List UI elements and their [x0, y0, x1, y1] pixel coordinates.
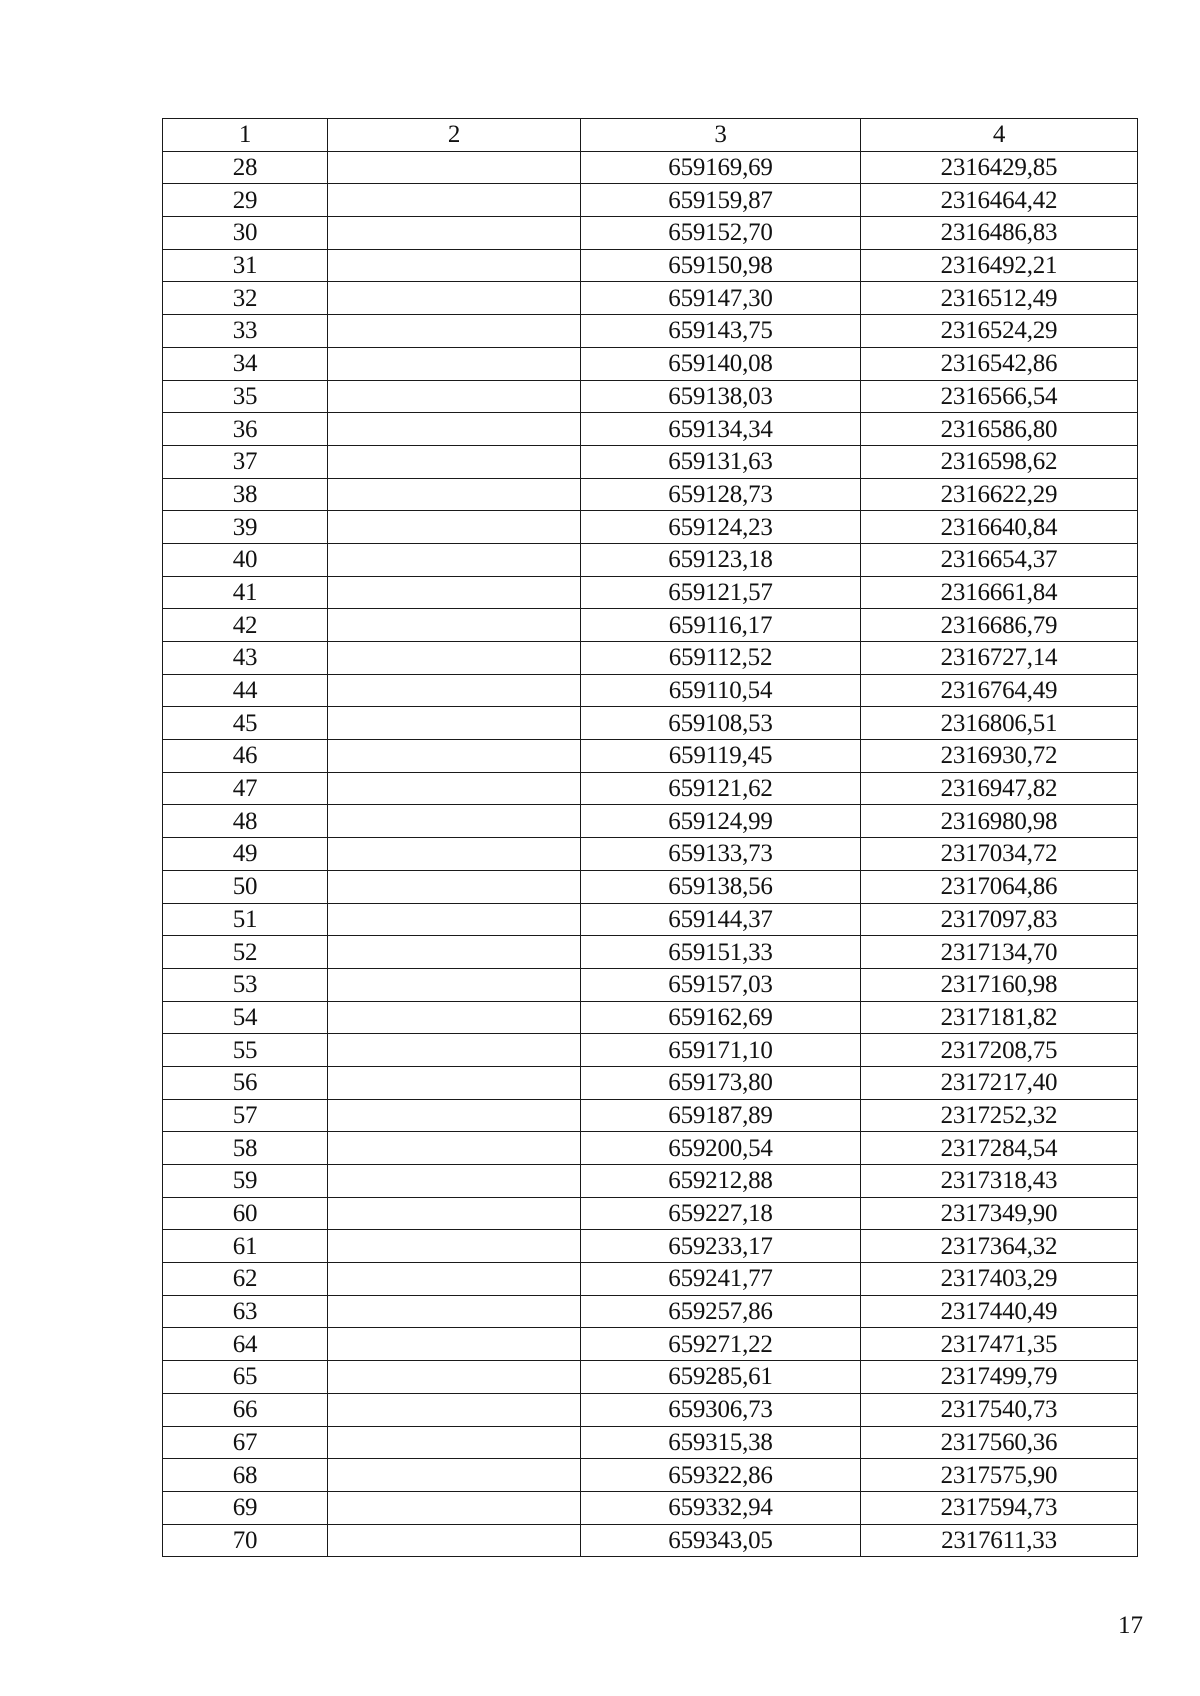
table-row — [163, 838, 1138, 871]
table-cell-col-1: 55 — [163, 1034, 328, 1067]
table-cell-col-4: 2317097,83 — [861, 903, 1138, 936]
table-cell-col-1: 62 — [163, 1263, 328, 1296]
table-cell-col-2 — [328, 1426, 581, 1459]
table-cell-col-1: 40 — [163, 543, 328, 576]
table-row — [163, 1491, 1138, 1524]
table-row — [163, 1197, 1138, 1230]
table-cell-col-2 — [328, 1491, 581, 1524]
table-cell-col-3: 659140,08 — [581, 347, 861, 380]
table-cell-col-3: 659133,73 — [581, 838, 861, 871]
table-cell-col-4: 2316429,85 — [861, 151, 1138, 184]
table-cell-col-3: 659138,03 — [581, 380, 861, 413]
table-cell-col-2 — [328, 543, 581, 576]
table-cell-col-4: 2317540,73 — [861, 1393, 1138, 1426]
table-cell-col-4: 2316492,21 — [861, 249, 1138, 282]
table-cell-col-2 — [328, 380, 581, 413]
table-cell-col-2 — [328, 674, 581, 707]
table-cell-col-4: 2316654,37 — [861, 543, 1138, 576]
table-cell-col-3: 659159,87 — [581, 184, 861, 217]
table-row — [163, 315, 1138, 348]
table-cell-col-2 — [328, 1197, 581, 1230]
table-cell-col-2 — [328, 1361, 581, 1394]
table-cell-col-2 — [328, 903, 581, 936]
table-cell-col-3: 659151,33 — [581, 936, 861, 969]
table-cell-col-1: 32 — [163, 282, 328, 315]
table-cell-col-3: 659121,57 — [581, 576, 861, 609]
table-cell-col-4: 2317471,35 — [861, 1328, 1138, 1361]
table-row — [163, 1524, 1138, 1557]
table-cell-col-4: 2316930,72 — [861, 740, 1138, 773]
table-cell-col-4: 2316586,80 — [861, 413, 1138, 446]
table-cell-col-2 — [328, 217, 581, 250]
table-cell-col-3: 659271,22 — [581, 1328, 861, 1361]
table-row — [163, 674, 1138, 707]
table-cell-col-1: 54 — [163, 1001, 328, 1034]
table-cell-col-4: 2316947,82 — [861, 772, 1138, 805]
table-cell-col-4: 2317364,32 — [861, 1230, 1138, 1263]
table-cell-col-1: 57 — [163, 1099, 328, 1132]
table-cell-col-1: 31 — [163, 249, 328, 282]
table-cell-col-3: 659128,73 — [581, 478, 861, 511]
table-cell-col-2 — [328, 1230, 581, 1263]
table-cell-col-2 — [328, 1295, 581, 1328]
table-row — [163, 380, 1138, 413]
table-cell-col-3: 659108,53 — [581, 707, 861, 740]
table-cell-col-2 — [328, 1001, 581, 1034]
table-cell-col-3: 659212,88 — [581, 1165, 861, 1198]
table-cell-col-3: 659171,10 — [581, 1034, 861, 1067]
table-cell-col-2 — [328, 642, 581, 675]
table-row — [163, 1426, 1138, 1459]
coordinates-table-container — [162, 118, 1137, 1557]
table-cell-col-2 — [328, 968, 581, 1001]
table-cell-col-1: 50 — [163, 870, 328, 903]
table-cell-col-4: 2317252,32 — [861, 1099, 1138, 1132]
table-cell-col-1: 53 — [163, 968, 328, 1001]
table-cell-col-2 — [328, 249, 581, 282]
table-cell-col-3: 659152,70 — [581, 217, 861, 250]
table-cell-col-1: 52 — [163, 936, 328, 969]
table-cell-col-4: 2316622,29 — [861, 478, 1138, 511]
page-number: 17 — [1118, 1612, 1143, 1639]
table-cell-col-4: 2316727,14 — [861, 642, 1138, 675]
table-cell-col-4: 2316464,42 — [861, 184, 1138, 217]
table-cell-col-1: 64 — [163, 1328, 328, 1361]
table-cell-col-2 — [328, 511, 581, 544]
table-row — [163, 543, 1138, 576]
table-cell-col-1: 41 — [163, 576, 328, 609]
table-cell-col-4: 2317560,36 — [861, 1426, 1138, 1459]
table-row — [163, 1001, 1138, 1034]
table-cell-col-2 — [328, 1034, 581, 1067]
table-cell-col-2 — [328, 1459, 581, 1492]
table-cell-col-3: 659147,30 — [581, 282, 861, 315]
table-row — [163, 576, 1138, 609]
table-cell-col-1: 39 — [163, 511, 328, 544]
table-row — [163, 1132, 1138, 1165]
table-cell-col-2 — [328, 1165, 581, 1198]
table-cell-col-2 — [328, 838, 581, 871]
table-cell-col-2 — [328, 609, 581, 642]
table-row — [163, 870, 1138, 903]
table-cell-col-1: 48 — [163, 805, 328, 838]
table-cell-col-1: 58 — [163, 1132, 328, 1165]
table-row — [163, 609, 1138, 642]
table-cell-col-2 — [328, 1263, 581, 1296]
table-cell-col-3: 659116,17 — [581, 609, 861, 642]
table-cell-col-4: 2316598,62 — [861, 445, 1138, 478]
table-cell-col-4: 2317034,72 — [861, 838, 1138, 871]
table-cell-col-1: 67 — [163, 1426, 328, 1459]
table-cell-col-2 — [328, 347, 581, 380]
table-cell-col-2 — [328, 1132, 581, 1165]
table-cell-col-4: 2316566,54 — [861, 380, 1138, 413]
table-row — [163, 936, 1138, 969]
table-cell-col-2 — [328, 1099, 581, 1132]
table-cell-col-4: 2317349,90 — [861, 1197, 1138, 1230]
table-row — [163, 217, 1138, 250]
table-cell-col-4: 2316806,51 — [861, 707, 1138, 740]
table-cell-col-2 — [328, 707, 581, 740]
table-cell-col-3: 659187,89 — [581, 1099, 861, 1132]
table-cell-col-3: 659306,73 — [581, 1393, 861, 1426]
table-cell-col-2 — [328, 184, 581, 217]
table-cell-col-2 — [328, 740, 581, 773]
table-cell-col-3: 659241,77 — [581, 1263, 861, 1296]
column-header-1: 1 — [163, 119, 328, 152]
table-cell-col-1: 56 — [163, 1066, 328, 1099]
table-cell-col-1: 70 — [163, 1524, 328, 1557]
table-cell-col-4: 2316640,84 — [861, 511, 1138, 544]
table-cell-col-4: 2317284,54 — [861, 1132, 1138, 1165]
table-row — [163, 478, 1138, 511]
table-cell-col-1: 65 — [163, 1361, 328, 1394]
table-cell-col-4: 2317181,82 — [861, 1001, 1138, 1034]
table-row — [163, 1295, 1138, 1328]
table-row — [163, 1328, 1138, 1361]
table-cell-col-1: 36 — [163, 413, 328, 446]
table-cell-col-4: 2316980,98 — [861, 805, 1138, 838]
table-cell-col-2 — [328, 805, 581, 838]
table-cell-col-3: 659150,98 — [581, 249, 861, 282]
table-cell-col-4: 2316542,86 — [861, 347, 1138, 380]
table-row — [163, 740, 1138, 773]
table-cell-col-4: 2317217,40 — [861, 1066, 1138, 1099]
table-cell-col-2 — [328, 413, 581, 446]
table-cell-col-2 — [328, 1066, 581, 1099]
table-cell-col-4: 2316661,84 — [861, 576, 1138, 609]
table-row — [163, 347, 1138, 380]
table-cell-col-4: 2316486,83 — [861, 217, 1138, 250]
table-row — [163, 1361, 1138, 1394]
table-row — [163, 1263, 1138, 1296]
table-row — [163, 1034, 1138, 1067]
table-cell-col-1: 29 — [163, 184, 328, 217]
table-cell-col-2 — [328, 772, 581, 805]
table-cell-col-1: 51 — [163, 903, 328, 936]
table-cell-col-1: 28 — [163, 151, 328, 184]
table-cell-col-4: 2317403,29 — [861, 1263, 1138, 1296]
table-cell-col-2 — [328, 576, 581, 609]
table-cell-col-3: 659157,03 — [581, 968, 861, 1001]
table-cell-col-1: 59 — [163, 1165, 328, 1198]
table-row — [163, 707, 1138, 740]
table-row — [163, 511, 1138, 544]
table-cell-col-2 — [328, 478, 581, 511]
table-cell-col-3: 659257,86 — [581, 1295, 861, 1328]
table-cell-col-1: 30 — [163, 217, 328, 250]
table-cell-col-3: 659121,62 — [581, 772, 861, 805]
table-cell-col-3: 659138,56 — [581, 870, 861, 903]
table-cell-col-3: 659112,52 — [581, 642, 861, 675]
table-row — [163, 772, 1138, 805]
table-cell-col-1: 37 — [163, 445, 328, 478]
table-row — [163, 805, 1138, 838]
table-cell-col-4: 2317064,86 — [861, 870, 1138, 903]
table-cell-col-3: 659119,45 — [581, 740, 861, 773]
table-header-row — [163, 119, 1138, 152]
table-cell-col-4: 2317134,70 — [861, 936, 1138, 969]
table-cell-col-1: 47 — [163, 772, 328, 805]
table-cell-col-3: 659123,18 — [581, 543, 861, 576]
table-cell-col-1: 42 — [163, 609, 328, 642]
table-cell-col-3: 659200,54 — [581, 1132, 861, 1165]
table-cell-col-2 — [328, 315, 581, 348]
table-cell-col-1: 44 — [163, 674, 328, 707]
table-cell-col-2 — [328, 151, 581, 184]
table-cell-col-3: 659131,63 — [581, 445, 861, 478]
table-cell-col-3: 659332,94 — [581, 1491, 861, 1524]
table-row — [163, 1165, 1138, 1198]
table-cell-col-1: 35 — [163, 380, 328, 413]
table-cell-col-2 — [328, 445, 581, 478]
table-cell-col-2 — [328, 1524, 581, 1557]
table-cell-col-3: 659143,75 — [581, 315, 861, 348]
table-cell-col-3: 659124,23 — [581, 511, 861, 544]
table-cell-col-4: 2317575,90 — [861, 1459, 1138, 1492]
table-row — [163, 642, 1138, 675]
table-row — [163, 1393, 1138, 1426]
table-row — [163, 1099, 1138, 1132]
table-cell-col-4: 2317160,98 — [861, 968, 1138, 1001]
table-row — [163, 413, 1138, 446]
table-row — [163, 445, 1138, 478]
table-cell-col-4: 2317440,49 — [861, 1295, 1138, 1328]
table-cell-col-1: 69 — [163, 1491, 328, 1524]
table-row — [163, 1230, 1138, 1263]
table-cell-col-4: 2316686,79 — [861, 609, 1138, 642]
table-cell-col-4: 2317499,79 — [861, 1361, 1138, 1394]
column-header-2: 2 — [328, 119, 581, 152]
table-cell-col-1: 43 — [163, 642, 328, 675]
table-row — [163, 151, 1138, 184]
table-cell-col-2 — [328, 870, 581, 903]
table-cell-col-4: 2316524,29 — [861, 315, 1138, 348]
table-row — [163, 282, 1138, 315]
table-cell-col-2 — [328, 282, 581, 315]
table-cell-col-2 — [328, 936, 581, 969]
table-cell-col-1: 60 — [163, 1197, 328, 1230]
table-cell-col-1: 34 — [163, 347, 328, 380]
table-cell-col-1: 61 — [163, 1230, 328, 1263]
table-cell-col-1: 46 — [163, 740, 328, 773]
table-cell-col-4: 2317318,43 — [861, 1165, 1138, 1198]
table-cell-col-3: 659144,37 — [581, 903, 861, 936]
table-cell-col-2 — [328, 1393, 581, 1426]
table-cell-col-3: 659134,34 — [581, 413, 861, 446]
table-cell-col-1: 49 — [163, 838, 328, 871]
table-cell-col-4: 2316764,49 — [861, 674, 1138, 707]
table-cell-col-3: 659322,86 — [581, 1459, 861, 1492]
table-row — [163, 968, 1138, 1001]
table-cell-col-3: 659162,69 — [581, 1001, 861, 1034]
table-cell-col-3: 659343,05 — [581, 1524, 861, 1557]
table-cell-col-3: 659227,18 — [581, 1197, 861, 1230]
table-cell-col-2 — [328, 1328, 581, 1361]
table-cell-col-1: 68 — [163, 1459, 328, 1492]
table-cell-col-1: 33 — [163, 315, 328, 348]
table-row — [163, 1066, 1138, 1099]
table-row — [163, 1459, 1138, 1492]
table-cell-col-3: 659169,69 — [581, 151, 861, 184]
table-cell-col-1: 38 — [163, 478, 328, 511]
table-row — [163, 184, 1138, 217]
column-header-4: 4 — [861, 119, 1138, 152]
table-cell-col-3: 659233,17 — [581, 1230, 861, 1263]
table-cell-col-1: 63 — [163, 1295, 328, 1328]
table-cell-col-3: 659173,80 — [581, 1066, 861, 1099]
table-cell-col-3: 659124,99 — [581, 805, 861, 838]
table-cell-col-1: 66 — [163, 1393, 328, 1426]
table-cell-col-4: 2317611,33 — [861, 1524, 1138, 1557]
table-row — [163, 249, 1138, 282]
table-cell-col-4: 2317208,75 — [861, 1034, 1138, 1067]
coordinates-table — [162, 118, 1138, 1557]
table-cell-col-1: 45 — [163, 707, 328, 740]
table-cell-col-3: 659110,54 — [581, 674, 861, 707]
column-header-3: 3 — [581, 119, 861, 152]
table-body — [163, 151, 1138, 1557]
table-cell-col-3: 659315,38 — [581, 1426, 861, 1459]
table-cell-col-3: 659285,61 — [581, 1361, 861, 1394]
table-cell-col-4: 2317594,73 — [861, 1491, 1138, 1524]
table-cell-col-4: 2316512,49 — [861, 282, 1138, 315]
table-row — [163, 903, 1138, 936]
